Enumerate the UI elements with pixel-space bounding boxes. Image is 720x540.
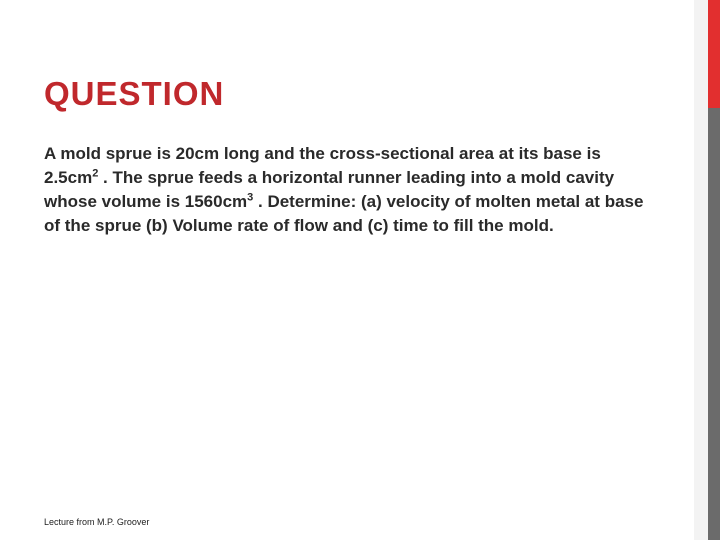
question-text-part-1: A mold sprue is 20cm long and the cross-sectional area at its base is 2.5cm [44,144,601,187]
squared-superscript: 2 [92,167,99,180]
decorative-side-bar [694,0,720,540]
question-text [44,142,644,238]
slide-title: QUESTION [44,75,225,112]
side-bar-light-stripe [694,0,708,540]
question-text-part-3: . Determine: (a) velocity of molten metal at base of the sprue (b) Volume rate of flow and (c) time to fill the mold. [44,192,644,235]
side-bar-accent-stripe [708,0,720,108]
cubed-superscript: 3 [247,191,254,204]
question-text-part-2: . The sprue feeds a horizontal runner leading into a mold cavity whose volume is 1560cm [44,168,615,211]
slide-footer: Lecture from M.P. Groover [44,517,150,527]
